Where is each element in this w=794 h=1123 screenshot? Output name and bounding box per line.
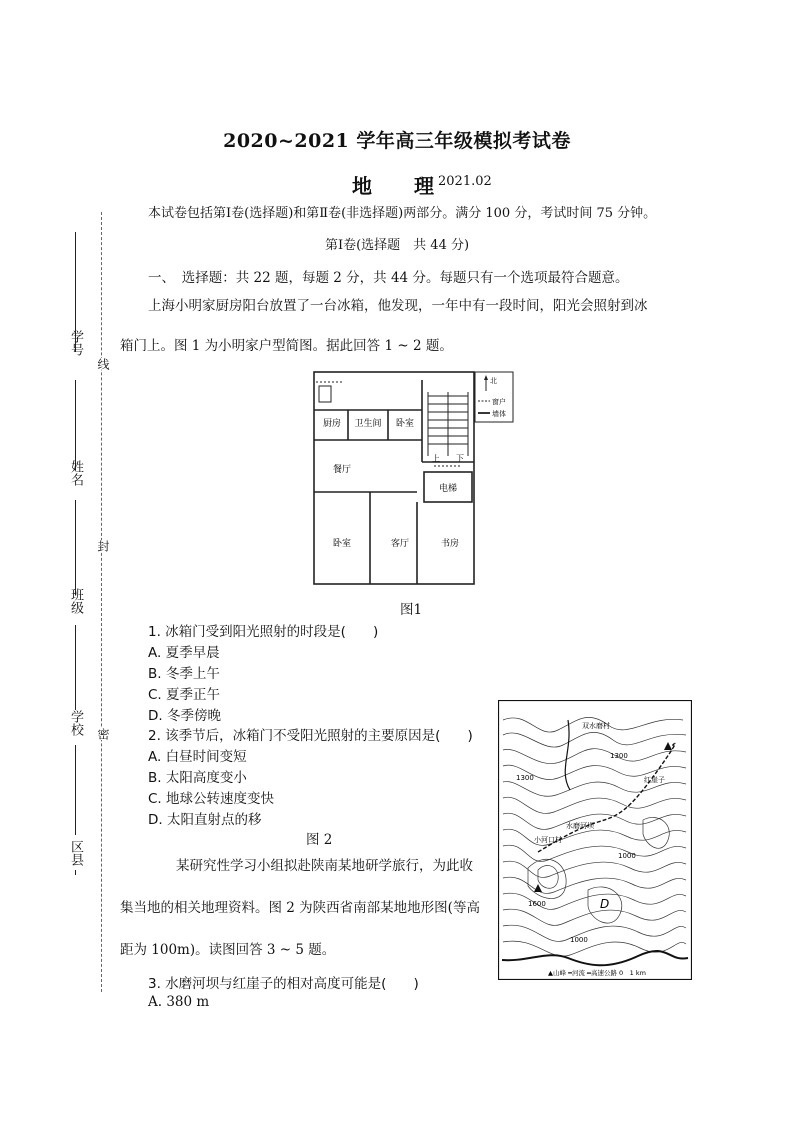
map-label-village: 双水磨村 [582,722,610,730]
contour-label: 1000 [618,852,636,860]
map-legend: ▲山峰 ━河流 ═高速公路 0 1 km [548,969,646,977]
room-bedroom-north: 卧室 [395,419,415,429]
contour-label: 1000 [570,936,588,944]
room-living: 客厅 [390,539,410,549]
exam-title: 2020~2021 学年高三年级模拟考试卷 [223,130,571,152]
legend-window: 窗户 [492,398,506,406]
stair-up: 上 [432,454,440,463]
binding-label-name: 姓名 [68,460,83,486]
fridge-icon [319,386,331,402]
question-2-stem: 2. 该季节后，冰箱门不受阳光照射的主要原因是( ) [148,728,473,744]
passage1-line1: 上海小明家厨房阳台放置了一台冰箱，他发现，一年中有一段时间，阳光会照射到冰 [148,298,648,314]
binding-label-student-id: 学号 [68,330,83,356]
room-kitchen: 厨房 [322,419,342,429]
question-3-option-a: A. 380 m [148,994,210,1010]
question-3-stem: 3. 水磨河坝与红崖子的相对高度可能是( ) [148,976,419,992]
contour-label: 1300 [516,774,534,782]
binding-mark-seal: 封 [96,540,110,552]
passage2-line1: 某研究性学习小组拟赴陕南某地研学旅行，为此收 [176,858,473,874]
passage2-line2: 集当地的相关地理资料。图 2 为陕西省南部某地地形图(等高 [120,900,480,916]
passage1-line2: 箱门上。图 1 为小明家户型简图。据此回答 1 ~ 2 题。 [120,338,453,354]
passage2-line3: 距为 100m)。读图回答 3 ~ 5 题。 [120,942,336,958]
binding-mark-line: 线 [96,358,110,370]
question-2-option-c: C. 地球公转速度变快 [148,791,275,807]
figure2-caption: 图 2 [306,832,333,848]
legend-north: 北 [490,377,497,385]
room-bedroom-south: 卧室 [332,539,352,549]
room-bathroom: 卫生间 [354,419,382,429]
room-elevator: 电梯 [438,484,458,494]
binding-underline [75,870,76,875]
floor-plan-legend [474,371,514,423]
contour-label: 1300 [610,752,628,760]
binding-underline [75,500,76,595]
binding-underline [75,380,76,470]
question-1-option-d: D. 冬季傍晚 [148,708,221,724]
figure1-caption: 图1 [400,602,423,618]
room-study: 书房 [440,539,460,549]
question-2-option-d: D. 太阳直射点的移 [148,812,262,828]
map-label-xiaohe: 小河口村 [534,836,562,844]
binding-underline [75,625,76,710]
binding-label-district: 区县 [68,840,83,866]
question-1-option-b: B. 冬季上午 [148,666,220,682]
map-label-dam: 水磨河坝 [566,822,594,830]
stair-down: 下 [456,454,464,463]
room-dining: 餐厅 [332,465,352,475]
contour-label: 1600 [528,900,546,908]
subject-title [352,170,434,199]
binding-label-school: 学校 [68,710,83,736]
legend-wall: 墙体 [492,410,506,418]
section-heading: 第Ⅰ卷(选择题 共 44 分) [324,238,470,253]
map-label-d: D [600,897,610,911]
question-2-option-b: B. 太阳高度变小 [148,770,247,786]
binding-dashed-line [101,212,102,992]
exam-date: 2021.02 [438,174,492,189]
question-1-stem: 1. 冰箱门受到阳光照射的时段是( ) [148,624,379,640]
map-label-cliff: 红崖子 [644,776,665,784]
binding-label-class: 班级 [68,588,83,614]
question-2-option-a: A. 白昼时间变短 [148,749,247,765]
question-1-option-c: C. 夏季正午 [148,687,221,703]
binding-underline [75,745,76,835]
exam-intro: 本试卷包括第Ⅰ卷(选择题)和第Ⅱ卷(非选择题)两部分。满分 100 分，考试时间 75 分钟。 [148,206,657,221]
subject-char-1: 地 [352,174,372,198]
subject-char-2: 理 [414,174,434,198]
binding-mark-secret: 密 [96,728,110,740]
topographic-map [498,700,692,980]
question-type-heading: 一、 选择题：共 22 题，每题 2 分，共 44 分。每题只有一个选项最符合题意。 [148,270,629,286]
question-1-option-a: A. 夏季早晨 [148,645,220,661]
